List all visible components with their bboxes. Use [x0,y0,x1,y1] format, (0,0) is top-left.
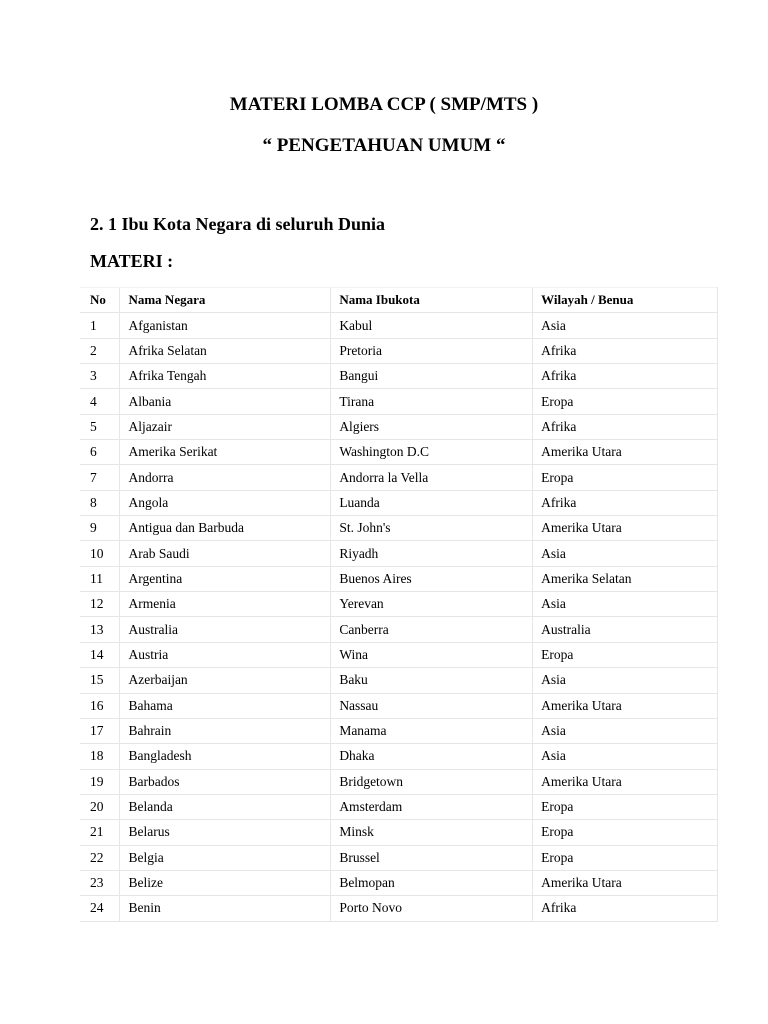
table-row [80,870,718,895]
cell-country: Afrika Selatan [120,338,331,363]
cell-capital: Bridgetown [331,769,533,794]
cell-country: Australia [120,617,331,642]
cell-capital: Manama [331,718,533,743]
table-row [80,769,718,794]
table-row [80,313,718,338]
cell-country: Belgia [120,845,331,870]
cell-region: Eropa [533,794,718,819]
cell-region: Australia [533,617,718,642]
cell-country: Afrika Tengah [120,364,331,389]
cell-region: Afrika [533,490,718,515]
cell-no: 7 [80,465,120,490]
cell-no: 9 [80,516,120,541]
cell-region: Afrika [533,414,718,439]
cell-country: Belize [120,870,331,895]
cell-capital: Baku [331,668,533,693]
cell-region: Eropa [533,820,718,845]
cell-no: 1 [80,313,120,338]
cell-country: Belarus [120,820,331,845]
cell-country: Afganistan [120,313,331,338]
cell-country: Aljazair [120,414,331,439]
cell-no: 8 [80,490,120,515]
table-row [80,541,718,566]
cell-region: Amerika Utara [533,693,718,718]
table-row [80,566,718,591]
cell-country: Bangladesh [120,744,331,769]
cell-country: Argentina [120,566,331,591]
cell-no: 2 [80,338,120,363]
cell-no: 18 [80,744,120,769]
cell-capital: Buenos Aires [331,566,533,591]
cell-capital: Brussel [331,845,533,870]
table-row [80,414,718,439]
cell-no: 11 [80,566,120,591]
cell-region: Eropa [533,465,718,490]
header-nama-ibukota: Nama Ibukota [331,288,533,313]
cell-country: Arab Saudi [120,541,331,566]
cell-capital: Andorra la Vella [331,465,533,490]
section-heading: 2. 1 Ibu Kota Negara di seluruh Dunia [90,214,386,234]
table-row [80,642,718,667]
table-row [80,465,718,490]
cell-region: Amerika Utara [533,769,718,794]
document-title: MATERI LOMBA CCP ( SMP/MTS ) [229,94,539,115]
cell-region: Eropa [533,642,718,667]
cell-capital: Washington D.C [331,440,533,465]
cell-capital: Amsterdam [331,794,533,819]
cell-region: Afrika [533,896,718,921]
cell-region: Eropa [533,845,718,870]
cell-capital: Tirana [331,389,533,414]
cell-capital: Belmopan [331,870,533,895]
cell-no: 10 [80,541,120,566]
table-body [80,313,718,921]
cell-no: 3 [80,364,120,389]
table-row [80,617,718,642]
cell-country: Bahrain [120,718,331,743]
cell-region: Asia [533,592,718,617]
table-row [80,516,718,541]
table-row [80,490,718,515]
cell-region: Asia [533,668,718,693]
cell-capital: St. John's [331,516,533,541]
table-row [80,668,718,693]
table-row [80,592,718,617]
cell-capital: Pretoria [331,338,533,363]
table-row [80,338,718,363]
cell-no: 14 [80,642,120,667]
table-row [80,744,718,769]
cell-no: 21 [80,820,120,845]
cell-no: 23 [80,870,120,895]
cell-capital: Kabul [331,313,533,338]
cell-no: 5 [80,414,120,439]
header-no: No [80,288,120,313]
cell-region: Amerika Utara [533,440,718,465]
cell-capital: Canberra [331,617,533,642]
table-row [80,896,718,921]
header-wilayah-benua: Wilayah / Benua [533,288,718,313]
document-subtitle: “ PENGETAHUAN UMUM “ [262,135,506,156]
cell-country: Belanda [120,794,331,819]
cell-region: Eropa [533,389,718,414]
cell-capital: Algiers [331,414,533,439]
cell-country: Amerika Serikat [120,440,331,465]
cell-no: 22 [80,845,120,870]
cell-capital: Nassau [331,693,533,718]
cell-region: Asia [533,313,718,338]
cell-no: 4 [80,389,120,414]
table-row [80,845,718,870]
cell-region: Amerika Selatan [533,566,718,591]
cell-no: 19 [80,769,120,794]
header-nama-negara: Nama Negara [120,288,331,313]
table-header-row [80,288,718,313]
cell-no: 6 [80,440,120,465]
cell-country: Antigua dan Barbuda [120,516,331,541]
cell-region: Asia [533,744,718,769]
cell-region: Amerika Utara [533,516,718,541]
table-row [80,718,718,743]
cell-capital: Bangui [331,364,533,389]
table-row [80,820,718,845]
cell-country: Angola [120,490,331,515]
cell-country: Albania [120,389,331,414]
cell-no: 12 [80,592,120,617]
cell-capital: Yerevan [331,592,533,617]
cell-capital: Luanda [331,490,533,515]
cell-no: 24 [80,896,120,921]
cell-region: Asia [533,541,718,566]
cell-no: 15 [80,668,120,693]
cell-no: 17 [80,718,120,743]
cell-country: Austria [120,642,331,667]
cell-country: Bahama [120,693,331,718]
cell-region: Amerika Utara [533,870,718,895]
table-row [80,440,718,465]
cell-country: Armenia [120,592,331,617]
cell-country: Benin [120,896,331,921]
table-row [80,364,718,389]
cell-capital: Dhaka [331,744,533,769]
cell-region: Afrika [533,364,718,389]
cell-capital: Riyadh [331,541,533,566]
cell-no: 20 [80,794,120,819]
cell-country: Azerbaijan [120,668,331,693]
cell-capital: Minsk [331,820,533,845]
cell-country: Barbados [120,769,331,794]
cell-region: Afrika [533,338,718,363]
cell-no: 16 [80,693,120,718]
table-row [80,693,718,718]
capitals-table [80,287,718,922]
cell-country: Andorra [120,465,331,490]
cell-capital: Wina [331,642,533,667]
table-row [80,794,718,819]
cell-no: 13 [80,617,120,642]
table-row [80,389,718,414]
cell-region: Asia [533,718,718,743]
cell-capital: Porto Novo [331,896,533,921]
materi-label: MATERI : [90,251,174,271]
